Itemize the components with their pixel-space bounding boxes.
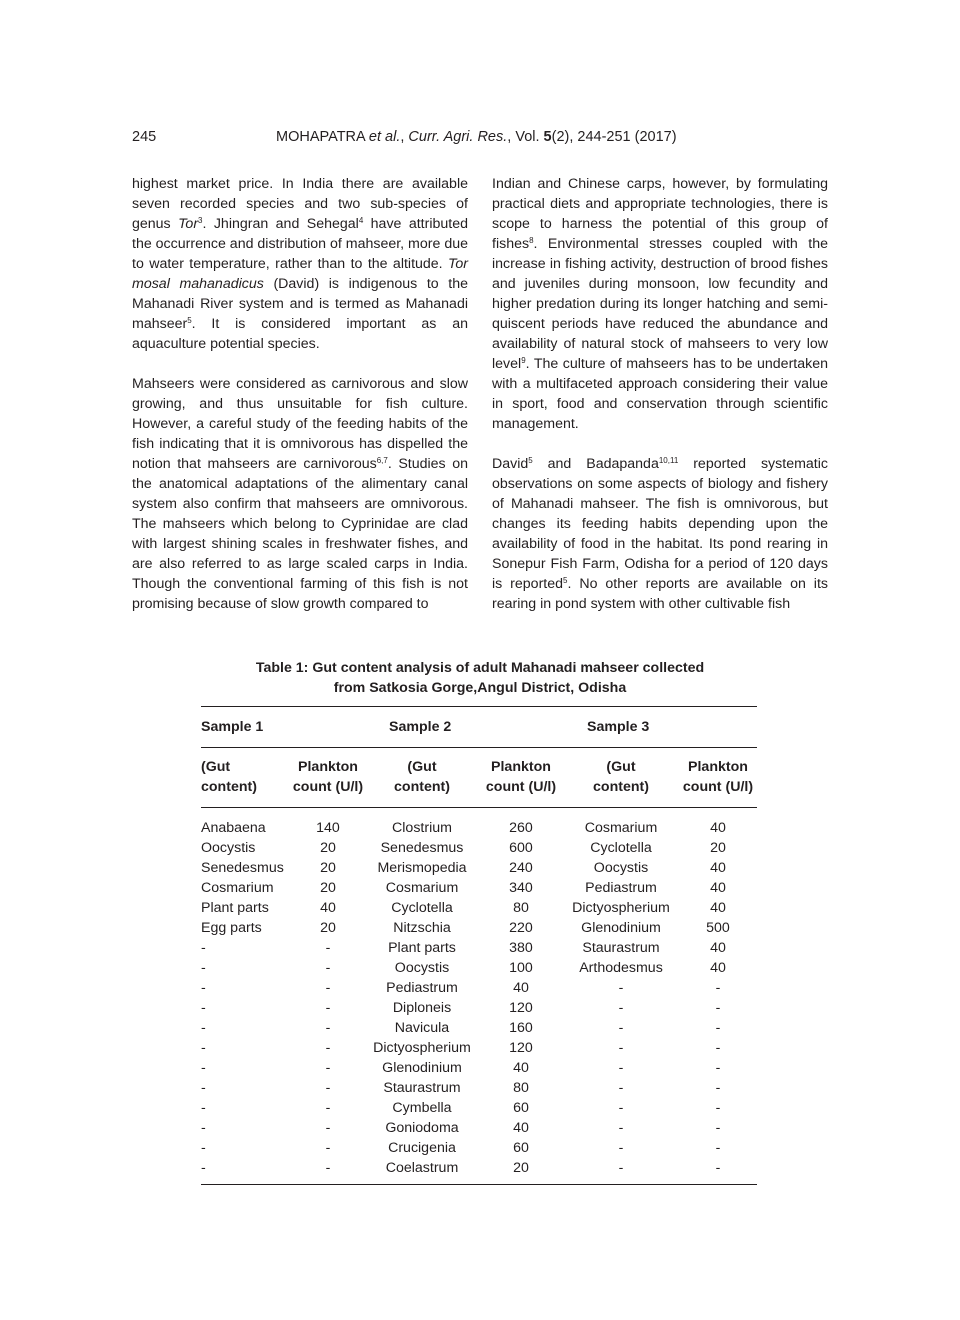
plankton-count-cell: 80 xyxy=(513,1080,529,1096)
citation-ref: 6,7 xyxy=(376,456,388,465)
gut-content-column-header xyxy=(365,748,479,808)
plankton-count-cell: - xyxy=(325,960,331,976)
running-head: MOHAPATRA et al., Curr. Agri. Res., Vol. 5(2), 244-251 (2017) xyxy=(276,129,677,145)
plankton-count-cell: 120 xyxy=(509,1000,533,1016)
column-header-line: count (U/l) xyxy=(292,779,364,795)
text-run: . The culture of mahseers has to be undertaken with a multifaceted approach considering their value in sport, food and conservation through scientific management. xyxy=(492,356,828,432)
citation-ref: 5 xyxy=(563,576,568,585)
running-head-authors: MOHAPATRA xyxy=(276,129,365,145)
gut-content-cell: Cymbella xyxy=(392,1100,452,1116)
plankton-count-cell: 100 xyxy=(509,960,533,976)
plankton-count-cell: - xyxy=(715,980,721,996)
table-row xyxy=(201,1118,757,1138)
gut-content-cell: - xyxy=(201,1160,206,1176)
text-run: reported systematic observations on some aspects of biology and fishery of Mahanadi mahseer. The fish is omnivorous, but changes its feeding habits depending upon the availability of food in the habitat. Its pond rearing in Sonepur Fish Farm, Odisha for a period of 120 days is reported xyxy=(492,456,828,592)
gut-content-cell: Pediastrum xyxy=(386,980,458,996)
gut-content-cell: - xyxy=(201,1040,206,1056)
text-run: . Studies on the anatomical adaptations of the alimentary canal system also confirm that mahseers are omnivorous. The mahseers which belong to Cyprinidae are clad with largest shining scales in freshwater fishes, and are also referred to as large scaled carps in India. Though the conventional farming of this fish is not promising because of slow growth compared to xyxy=(132,456,468,612)
plankton-count-cell: - xyxy=(325,1040,331,1056)
text-run: Indian and Chinese carps, however, by formulating practical diets and appropriate technologies, there is scope to harness the potential of this group of fishes xyxy=(492,176,828,252)
gut-content-table xyxy=(201,706,757,1185)
gut-content-cell: Arthodesmus xyxy=(579,960,663,976)
table-caption-line-2: from Satkosia Gorge,Angul District, Odisha xyxy=(333,680,627,696)
gut-content-cell: - xyxy=(201,1080,206,1096)
column-header-line: count (U/l) xyxy=(682,779,754,795)
table-row xyxy=(201,858,757,878)
plankton-count-cell: 20 xyxy=(320,880,336,896)
plankton-count-cell: 60 xyxy=(513,1100,529,1116)
column-header-line: content) xyxy=(394,779,450,795)
plankton-count-cell: - xyxy=(715,1020,721,1036)
table-caption-line-1: Table 1: Gut content analysis of adult Mahanadi mahseer collected xyxy=(255,660,705,676)
citation-ref: 8 xyxy=(529,236,534,245)
plankton-count-cell: 140 xyxy=(316,820,340,836)
table-body xyxy=(201,808,757,1185)
plankton-count-cell: - xyxy=(325,1080,331,1096)
gut-content-cell: - xyxy=(618,1120,624,1136)
left-paragraph-1 xyxy=(132,174,468,354)
plankton-count-cell: 220 xyxy=(509,920,533,936)
plankton-count-cell: 80 xyxy=(513,900,529,916)
table-row xyxy=(201,918,757,938)
plankton-count-cell: 120 xyxy=(509,1040,533,1056)
gut-content-cell: Nitzschia xyxy=(393,920,451,936)
plankton-count-cell: - xyxy=(325,1020,331,1036)
gut-content-cell: Crucigenia xyxy=(388,1140,456,1156)
gut-content-cell: - xyxy=(618,1140,624,1156)
gut-content-cell: Merismopedia xyxy=(377,860,467,876)
plankton-count-cell: - xyxy=(325,1000,331,1016)
plankton-count-cell: - xyxy=(325,1100,331,1116)
plankton-count-cell: - xyxy=(325,1160,331,1176)
gut-content-cell: Cosmarium xyxy=(385,880,459,896)
page-header xyxy=(132,129,828,149)
table-row xyxy=(201,1098,757,1118)
text-run: David xyxy=(492,456,529,472)
table-row xyxy=(201,1038,757,1058)
table-caption xyxy=(132,658,828,698)
plankton-count-cell: 40 xyxy=(320,900,336,916)
gut-content-cell: Navicula xyxy=(394,1020,450,1036)
table-row xyxy=(201,958,757,978)
gut-content-cell: Clostrium xyxy=(392,820,452,836)
table-row xyxy=(201,938,757,958)
running-head-vol-number: 5 xyxy=(543,129,552,145)
sample-header-row xyxy=(201,707,757,748)
genus-name: Tor xyxy=(178,216,199,232)
text-run: . Environmental stresses coupled with the increase in fishing activity, destruction of brood fishes and juveniles during monsoon, low fecundity and higher predation during its longer hatching and semi-quiscent periods have reduced the abundance and availability of natural stock of mahseers to very low level xyxy=(492,236,828,372)
gut-content-cell: - xyxy=(201,1000,206,1016)
text-run: highest market price. In India there are available seven recorded species and two sub-species of genus xyxy=(132,176,468,232)
plankton-count-cell: 40 xyxy=(513,980,529,996)
gut-content-cell: - xyxy=(201,1020,206,1036)
right-paragraph-1 xyxy=(492,174,828,434)
gut-content-cell: Goniodoma xyxy=(385,1120,459,1136)
plankton-count-cell: 40 xyxy=(710,820,726,836)
gut-content-cell: Senedesmus xyxy=(380,840,464,856)
gut-content-cell: Diploneis xyxy=(392,1000,452,1016)
plankton-count-column-header xyxy=(479,748,563,808)
plankton-count-cell: 160 xyxy=(509,1020,533,1036)
gut-content-cell: - xyxy=(201,1120,206,1136)
text-run: . Jhingran and Sehegal xyxy=(202,216,359,232)
gut-content-column-header xyxy=(563,748,679,808)
citation-ref: 5 xyxy=(187,316,192,325)
plankton-count-cell: 380 xyxy=(509,940,533,956)
gut-content-cell: - xyxy=(201,960,206,976)
plankton-count-cell: - xyxy=(325,980,331,996)
right-column xyxy=(492,174,828,634)
sample-1-header: Sample 1 xyxy=(201,719,264,735)
column-header-line: (Gut xyxy=(201,759,231,775)
gut-content-cell: Oocystis xyxy=(394,960,450,976)
plankton-count-cell: 40 xyxy=(513,1060,529,1076)
table-row xyxy=(201,998,757,1018)
gut-content-cell: - xyxy=(618,1040,624,1056)
plankton-count-column-header xyxy=(291,748,365,808)
plankton-count-cell: - xyxy=(325,940,331,956)
plankton-count-cell: - xyxy=(715,1040,721,1056)
column-header-line: Plankton xyxy=(491,759,551,775)
gut-content-cell: Glenodinium xyxy=(382,1060,462,1076)
plankton-count-cell: - xyxy=(325,1140,331,1156)
table-row xyxy=(201,838,757,858)
running-head-et-al: et al. xyxy=(368,129,401,145)
gut-content-cell: Coelastrum xyxy=(385,1160,459,1176)
column-header-line: Plankton xyxy=(298,759,358,775)
plankton-count-cell: 260 xyxy=(509,820,533,836)
plankton-count-cell: 40 xyxy=(710,900,726,916)
left-paragraph-2 xyxy=(132,374,468,614)
gut-content-cell: Dictyospherium xyxy=(572,900,670,916)
table-row xyxy=(201,1058,757,1078)
left-column xyxy=(132,174,468,634)
gut-content-cell: Cosmarium xyxy=(201,880,274,896)
plankton-count-cell: - xyxy=(325,1120,331,1136)
plankton-count-cell: 40 xyxy=(513,1120,529,1136)
gut-content-cell: Cosmarium xyxy=(584,820,658,836)
sample-3-header: Sample 3 xyxy=(587,719,650,735)
plankton-count-cell: - xyxy=(715,1160,721,1176)
gut-content-cell: Glenodinium xyxy=(581,920,661,936)
gut-content-cell: Cyclotella xyxy=(391,900,453,916)
citation-ref: 4 xyxy=(358,216,364,225)
table-row xyxy=(201,878,757,898)
plankton-count-cell: 600 xyxy=(509,840,533,856)
gut-content-cell: - xyxy=(618,1100,624,1116)
gut-content-cell: - xyxy=(618,1000,624,1016)
gut-content-cell: - xyxy=(201,980,206,996)
text-run: and Badapanda xyxy=(532,456,659,472)
column-header-line: content) xyxy=(201,779,257,795)
gut-content-cell: Plant parts xyxy=(388,940,456,956)
plankton-count-cell: - xyxy=(715,1140,721,1156)
gut-content-cell: - xyxy=(201,1060,206,1076)
table-row xyxy=(201,898,757,918)
running-head-vol-prefix: , Vol. xyxy=(507,129,540,145)
column-header-line: Plankton xyxy=(688,759,748,775)
gut-content-column-header xyxy=(201,748,291,808)
plankton-count-cell: - xyxy=(715,1000,721,1016)
right-paragraph-2 xyxy=(492,454,828,614)
table-row xyxy=(201,808,757,839)
text-run: . It is considered important as an aquaculture potential species. xyxy=(132,316,468,352)
gut-content-cell: Oocystis xyxy=(201,840,256,856)
gut-content-cell: Senedesmus xyxy=(201,860,284,876)
plankton-count-cell: 500 xyxy=(706,920,730,936)
text-run: (David) is indigenous to the Mahanadi River system and is termed as Mahanadi mahseer xyxy=(132,276,468,332)
plankton-count-cell: 240 xyxy=(509,860,533,876)
gut-content-cell: - xyxy=(618,1020,624,1036)
plankton-count-cell: 20 xyxy=(320,920,336,936)
column-header-line: content) xyxy=(593,779,649,795)
sample-2-header: Sample 2 xyxy=(389,719,452,735)
plankton-count-cell: 60 xyxy=(513,1140,529,1156)
plankton-count-cell: 40 xyxy=(710,860,726,876)
column-header-row xyxy=(201,748,757,808)
gut-content-cell: Oocystis xyxy=(593,860,649,876)
running-head-journal: Curr. Agri. Res. xyxy=(408,129,508,145)
plankton-count-cell: 20 xyxy=(710,840,726,856)
plankton-count-cell: - xyxy=(325,1060,331,1076)
gut-content-cell: - xyxy=(618,980,624,996)
column-header-line: count (U/l) xyxy=(485,779,557,795)
plankton-count-cell: 20 xyxy=(513,1160,529,1176)
gut-content-cell: Egg parts xyxy=(201,920,262,936)
page-number: 245 xyxy=(132,129,157,145)
gut-content-cell: - xyxy=(201,940,206,956)
gut-content-cell: - xyxy=(618,1160,624,1176)
table-row xyxy=(201,1138,757,1158)
gut-content-cell: Staurastrum xyxy=(582,940,660,956)
gut-content-cell: Plant parts xyxy=(201,900,269,916)
table-row xyxy=(201,1078,757,1098)
species-name: Tor mosal mahanadicus xyxy=(132,256,468,292)
column-header-line: (Gut xyxy=(606,759,636,775)
gut-content-cell: Anabaena xyxy=(201,820,266,836)
text-run: Mahseers were considered as carnivorous and slow growing, and thus unsuitable for fish culture. However, a careful study of the feeding habits of the fish indicating that it is omnivorous has dispelled the notion that mahseers are carnivorous xyxy=(132,376,468,472)
table-row xyxy=(201,978,757,998)
gut-content-cell: Pediastrum xyxy=(585,880,657,896)
plankton-count-cell: 40 xyxy=(710,940,726,956)
plankton-count-cell: - xyxy=(715,1100,721,1116)
gut-content-cell: - xyxy=(618,1080,624,1096)
gut-content-cell: Dictyospherium xyxy=(373,1040,471,1056)
plankton-count-cell: 20 xyxy=(320,860,336,876)
table-row xyxy=(201,1018,757,1038)
running-head-vol-rest: (2), 244-251 (2017) xyxy=(551,129,677,145)
text-run: have attributed the occurrence and distribution of mahseer, more due to water temperature, rather than to the altitude. xyxy=(132,216,468,272)
citation-ref: 9 xyxy=(521,356,526,365)
column-header-line: (Gut xyxy=(407,759,437,775)
gut-content-cell: Cyclotella xyxy=(590,840,652,856)
plankton-count-column-header xyxy=(679,748,757,808)
data-table xyxy=(201,706,757,1185)
plankton-count-cell: 340 xyxy=(509,880,533,896)
table-row xyxy=(201,1158,757,1185)
citation-ref: 3 xyxy=(198,216,203,225)
gut-content-cell: - xyxy=(201,1100,206,1116)
plankton-count-cell: - xyxy=(715,1060,721,1076)
citation-ref: 5 xyxy=(528,456,533,465)
text-run: . No other reports are available on its rearing in pond system with other cultivable fish xyxy=(492,576,828,612)
plankton-count-cell: - xyxy=(715,1120,721,1136)
plankton-count-cell: - xyxy=(715,1080,721,1096)
plankton-count-cell: 40 xyxy=(710,960,726,976)
citation-ref: 10,11 xyxy=(658,456,679,465)
gut-content-cell: Staurastrum xyxy=(383,1080,461,1096)
gut-content-cell: - xyxy=(618,1060,624,1076)
plankton-count-cell: 40 xyxy=(710,880,726,896)
plankton-count-cell: 20 xyxy=(320,840,336,856)
gut-content-cell: - xyxy=(201,1140,206,1156)
